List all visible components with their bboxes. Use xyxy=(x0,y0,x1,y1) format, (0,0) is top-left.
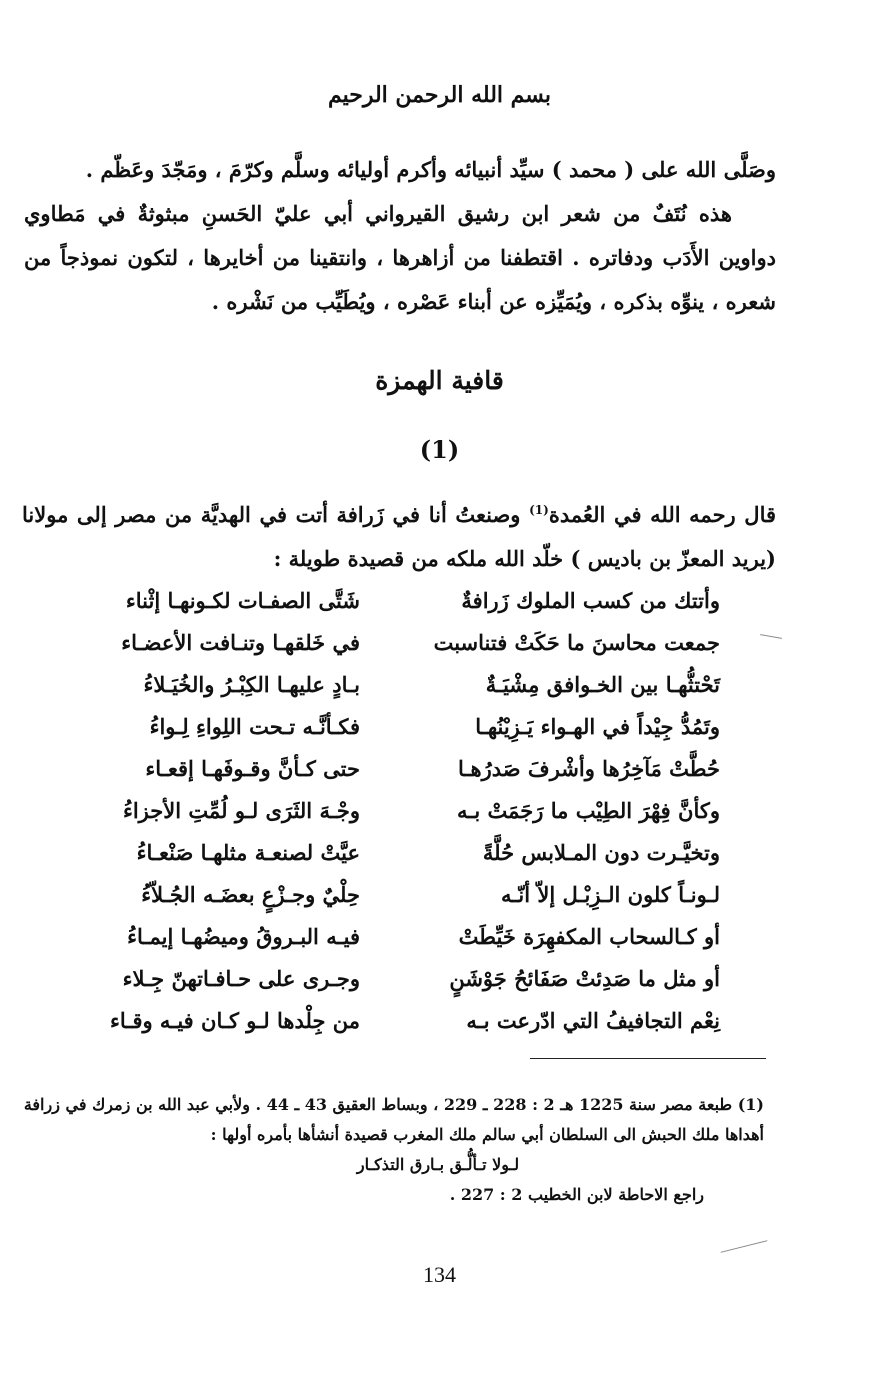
verse-first-hemistich: وأتتك من كسب الملوك زَرافةٌ xyxy=(461,588,720,613)
verse-row xyxy=(60,836,720,878)
verse-row xyxy=(60,626,720,668)
verse-second-hemistich: من جِلْدها لـو كـان فيـه وقـاء xyxy=(110,1008,360,1033)
footnote-separator xyxy=(530,1058,766,1059)
verse-second-hemistich: في خَلقهـا وتنـافت الأعضـاء xyxy=(121,630,360,655)
verse-second-hemistich: عيَّتْ لصنعـة مثلهـا صَنْعـاءُ xyxy=(136,840,360,865)
verse-first-hemistich: لـونـاً كلون الـزِبْـل إلاّ أنّـه xyxy=(500,882,720,907)
verse-second-hemistich: فيـه البـروقُ وميضُهـا إيمـاءُ xyxy=(127,924,360,949)
footnote-text: (1) طبعة مصر سنة 1225 هـ 2 : 228 ـ 229 ، وبساط العقيق 43 ـ 44 . ولأبي عبد الله بن زمرك في زرافة أهداها ملك الحبش الى السلطان أبي سالم ملك المغرب قصيدة أنشأها بأمره أولها : xyxy=(23,1095,764,1144)
intro-paragraph xyxy=(24,148,776,324)
verse-second-hemistich: حِلْيٌ وجـزْعٍ بعضَـه الجُـلاّءُ xyxy=(141,882,360,907)
verse-row xyxy=(60,920,720,962)
basmala-heading: بسم الله الرحمن الرحيم xyxy=(327,82,552,108)
verse-second-hemistich: شَتَّى الصفـات لكـونهـا إثْناء xyxy=(125,588,360,613)
footnote-marker: (1) xyxy=(529,503,549,517)
intro-line-1: وصَلَّى الله على ( محمد ) سيِّد أنبيائه وأكرم أوليائه وسلَّم وكرّمَ ، ومَجّدَ وعَظّم . xyxy=(85,157,776,182)
footnote-reference: راجع الاحاطة لابن الخطيب 2 : 227 . xyxy=(449,1185,704,1204)
verse-first-hemistich: حُطَّتْ مَآخِرُها وأشْرفَ صَدرُهـا xyxy=(458,756,720,781)
verse-second-hemistich: وجـرى على حـافـاتهنّ جِـلاء xyxy=(122,966,360,991)
poem-number: (1) xyxy=(419,435,460,464)
verse-second-hemistich: فكـأنَّـه تـحت اللِواءِ لِـواءُ xyxy=(149,714,360,739)
footnote-verse: لـولا تـألُّـق بـارق التذكـار xyxy=(356,1155,520,1174)
verse-row xyxy=(60,1004,720,1046)
verse-first-hemistich: نِعْم التجافيفُ التي ادّرعت بـه xyxy=(466,1008,720,1033)
verse-row xyxy=(60,752,720,794)
narrative-text-after: وصنعتُ أنا في زَرافة أتت في الهديَّة من مصر إلى مولانا (يريد المعزّ بن باديس ) خلّد الله ملكه من قصيدة طويلة : xyxy=(22,502,776,571)
intro-line-2: هذه نُتَفٌ من شعر ابن رشيق القيرواني أبي عليّ الحَسنِ مبثوثةٌ في مَطاوي دواوين الأَدَب ودفاتره . اقتطفنا من أزاهرها ، وانتقينا من أخايرها ، لتكون نموذجاً من شعره ، ينوِّه بذكره ، ويُمَيِّزه عن أبناء عَصْره ، ويُطَيِّب من نَشْره . xyxy=(24,201,776,314)
verse-row xyxy=(60,710,720,752)
poem-verses xyxy=(60,584,720,1046)
verse-row xyxy=(60,878,720,920)
scan-mark xyxy=(760,634,782,639)
verse-first-hemistich: وتخيَّـرت دون المـلابس حُلَّةً xyxy=(482,840,720,865)
verse-first-hemistich: أو مثل ما صَدِئتْ صَفَائحُ جَوْشَنٍ xyxy=(449,966,720,991)
verse-row xyxy=(60,794,720,836)
scan-mark xyxy=(721,1240,768,1253)
verse-row xyxy=(60,962,720,1004)
verse-row xyxy=(60,668,720,710)
verse-first-hemistich: تَحْتثُّهـا بين الخـوافق مِشْيَـةٌ xyxy=(485,672,720,697)
verse-second-hemistich: وجْـهَ الثَرَى لـو لُمِّتِ الأجزاءُ xyxy=(122,798,360,823)
verse-first-hemistich: أو كـالسحاب المكفهِرَة خَيِّطَتْ xyxy=(458,924,720,949)
verse-first-hemistich: وتَمُدُّ جِيْداً في الهـواء يَـزِيْنُهـا xyxy=(475,714,720,739)
verse-first-hemistich: جمعت محاسنَ ما حَكَتْ فتناسبت xyxy=(433,630,720,655)
verse-second-hemistich: بـادٍ عليهـا الكِبْـرُ والخُيَـلاءُ xyxy=(143,672,360,697)
verse-second-hemistich: حتى كـأنَّ وقـوفَهـا إقعـاء xyxy=(145,756,360,781)
narrative-text-before: قال رحمه الله في العُمدة xyxy=(548,502,777,527)
narrative-paragraph xyxy=(22,488,776,581)
section-title: قافية الهمزة xyxy=(375,366,504,395)
page-number: 134 xyxy=(423,1262,456,1287)
footnote xyxy=(22,1090,764,1210)
verse-row xyxy=(60,584,720,626)
verse-first-hemistich: وكأنَّ فِهْرَ الطِيْب ما رَجَمَتْ بـه xyxy=(456,798,720,823)
